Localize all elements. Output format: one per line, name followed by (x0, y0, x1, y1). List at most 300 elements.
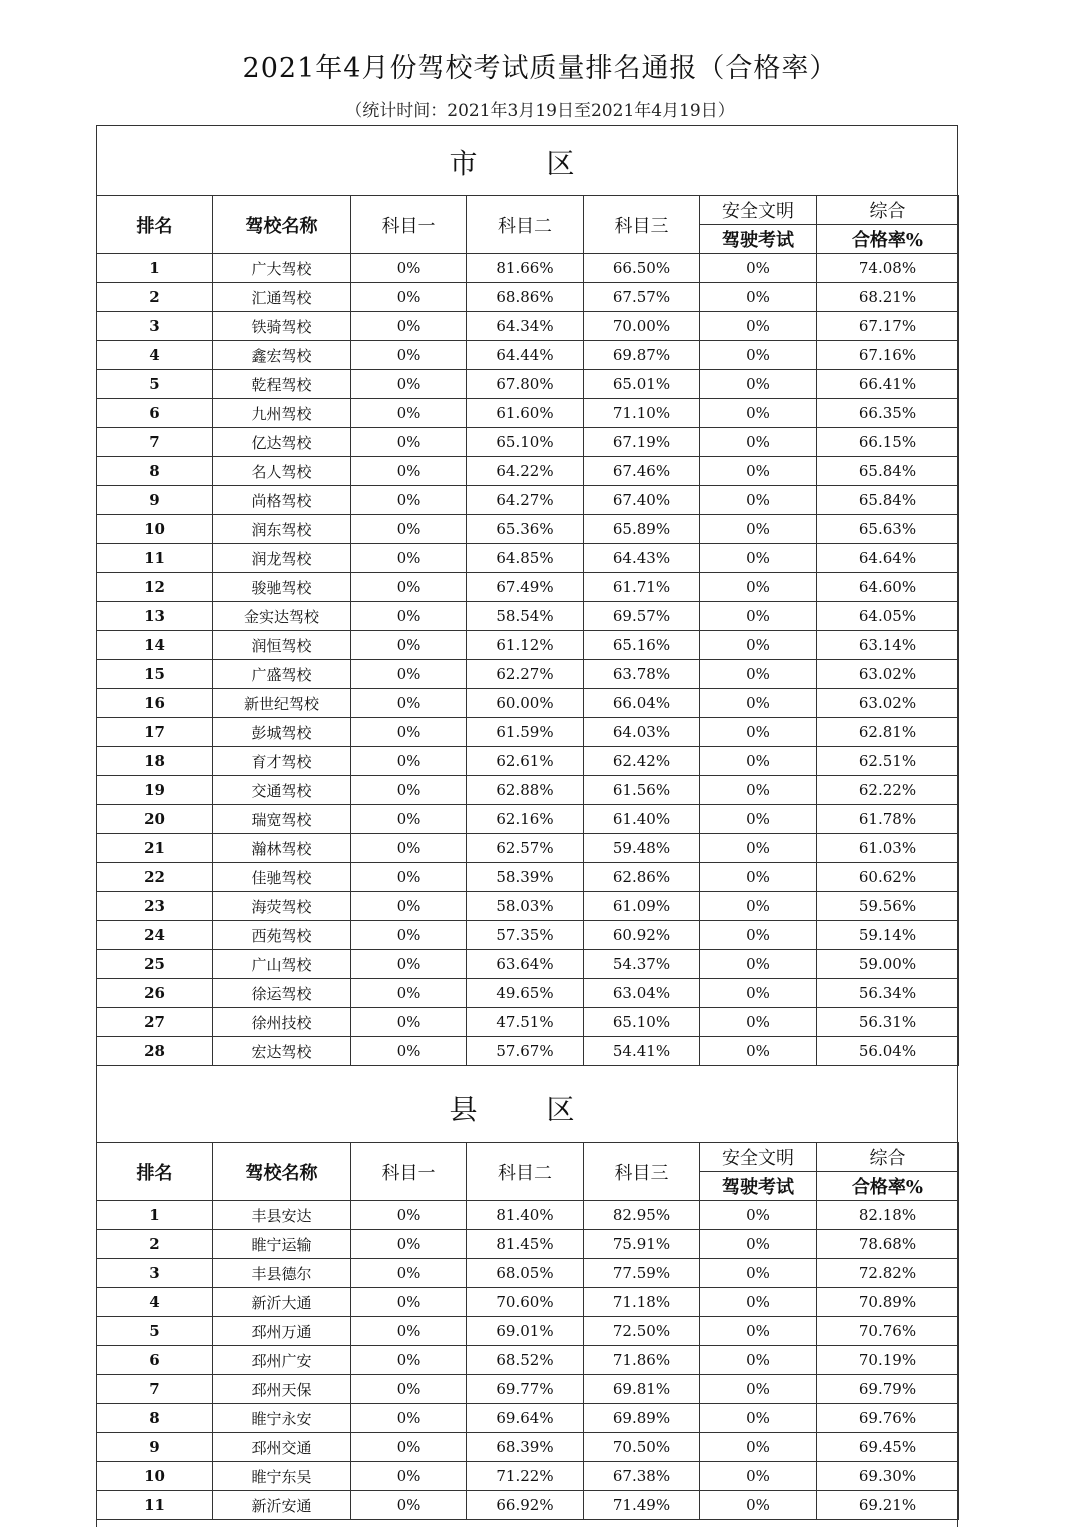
subject3-cell: 69.81% (584, 1375, 700, 1404)
subject2-cell: 63.64% (467, 950, 584, 979)
rank-cell: 21 (97, 834, 213, 863)
safety-exam-cell: 0% (700, 1201, 817, 1230)
subject2-cell: 64.34% (467, 312, 584, 341)
subject1-cell: 0% (351, 834, 467, 863)
header-school: 驾校名称 (213, 1143, 351, 1201)
header-safety-bottom: 驾驶考试 (700, 225, 817, 254)
rank-cell: 22 (97, 863, 213, 892)
safety-exam-cell: 0% (700, 718, 817, 747)
school-name-cell: 西苑驾校 (213, 921, 351, 950)
subject2-cell: 61.60% (467, 399, 584, 428)
overall-rate-cell: 62.22% (817, 776, 959, 805)
school-name-cell: 宏达驾校 (213, 1037, 351, 1066)
safety-exam-cell: 0% (700, 1259, 817, 1288)
school-name-cell: 佳驰驾校 (213, 863, 351, 892)
section-title-county: 县 区 (449, 1093, 605, 1126)
subject3-cell: 64.03% (584, 718, 700, 747)
subject3-cell: 67.40% (584, 486, 700, 515)
subject1-cell: 0% (351, 254, 467, 283)
subject2-cell: 58.03% (467, 892, 584, 921)
safety-exam-cell: 0% (700, 1375, 817, 1404)
table-row (97, 1201, 959, 1230)
overall-rate-cell: 60.62% (817, 863, 959, 892)
rank-cell: 9 (97, 486, 213, 515)
overall-rate-cell: 64.05% (817, 602, 959, 631)
safety-exam-cell: 0% (700, 921, 817, 950)
subject2-cell: 71.22% (467, 1462, 584, 1491)
subject2-cell: 62.88% (467, 776, 584, 805)
header-subject3: 科目三 (584, 196, 700, 254)
subject3-cell: 63.04% (584, 979, 700, 1008)
subject3-cell: 75.91% (584, 1230, 700, 1259)
school-name-cell: 徐运驾校 (213, 979, 351, 1008)
school-name-cell: 睢宁永安 (213, 1404, 351, 1433)
subject2-cell: 70.60% (467, 1288, 584, 1317)
subject3-cell: 66.50% (584, 254, 700, 283)
subject3-cell: 66.04% (584, 689, 700, 718)
subject2-cell: 57.67% (467, 1037, 584, 1066)
subject2-cell: 47.51% (467, 1008, 584, 1037)
rank-cell: 1 (97, 1201, 213, 1230)
safety-exam-cell: 0% (700, 312, 817, 341)
overall-rate-cell: 70.19% (817, 1346, 959, 1375)
table-row (97, 631, 959, 660)
table-row (97, 341, 959, 370)
safety-exam-cell: 0% (700, 1491, 817, 1520)
school-name-cell: 铁骑驾校 (213, 312, 351, 341)
subject1-cell: 0% (351, 660, 467, 689)
subject1-cell: 0% (351, 776, 467, 805)
safety-exam-cell: 0% (700, 689, 817, 718)
table-row (97, 283, 959, 312)
school-name-cell: 新沂安通 (213, 1491, 351, 1520)
school-name-cell: 广大驾校 (213, 254, 351, 283)
subject3-cell: 61.56% (584, 776, 700, 805)
table-row (97, 863, 959, 892)
subject3-cell: 54.41% (584, 1037, 700, 1066)
header-overall-bottom: 合格率% (817, 1172, 959, 1201)
subject3-cell: 65.10% (584, 1008, 700, 1037)
safety-exam-cell: 0% (700, 254, 817, 283)
subject2-cell: 62.61% (467, 747, 584, 776)
subject2-cell: 68.05% (467, 1259, 584, 1288)
subject1-cell: 0% (351, 515, 467, 544)
table-row (97, 1491, 959, 1520)
subject3-cell: 54.37% (584, 950, 700, 979)
subject3-cell: 59.48% (584, 834, 700, 863)
table-row (97, 718, 959, 747)
overall-rate-cell: 70.76% (817, 1317, 959, 1346)
school-name-cell: 睢宁运输 (213, 1230, 351, 1259)
overall-rate-cell: 78.68% (817, 1230, 959, 1259)
subject2-cell: 61.12% (467, 631, 584, 660)
subject2-cell: 67.80% (467, 370, 584, 399)
overall-rate-cell: 69.79% (817, 1375, 959, 1404)
section-title-city: 市 区 (449, 147, 605, 180)
subject3-cell: 67.57% (584, 283, 700, 312)
school-name-cell: 邳州交通 (213, 1433, 351, 1462)
overall-rate-cell: 62.81% (817, 718, 959, 747)
school-name-cell: 新沂大通 (213, 1288, 351, 1317)
rank-cell: 9 (97, 1433, 213, 1462)
subject1-cell: 0% (351, 341, 467, 370)
rank-cell: 6 (97, 399, 213, 428)
subject2-cell: 49.65% (467, 979, 584, 1008)
subject1-cell: 0% (351, 1491, 467, 1520)
safety-exam-cell: 0% (700, 602, 817, 631)
table-row (97, 1259, 959, 1288)
overall-rate-cell: 61.78% (817, 805, 959, 834)
school-name-cell: 睢宁东吴 (213, 1462, 351, 1491)
subject1-cell: 0% (351, 370, 467, 399)
subject2-cell: 62.27% (467, 660, 584, 689)
table-row (97, 312, 959, 341)
school-name-cell: 汇通驾校 (213, 283, 351, 312)
school-name-cell: 邳州广安 (213, 1346, 351, 1375)
subject3-cell: 77.59% (584, 1259, 700, 1288)
table-row (97, 1404, 959, 1433)
subject2-cell: 64.22% (467, 457, 584, 486)
header-rank: 排名 (97, 196, 213, 254)
overall-rate-cell: 56.34% (817, 979, 959, 1008)
overall-rate-cell: 66.15% (817, 428, 959, 457)
rank-cell: 16 (97, 689, 213, 718)
subject3-cell: 71.18% (584, 1288, 700, 1317)
subject2-cell: 69.77% (467, 1375, 584, 1404)
school-name-cell: 金实达驾校 (213, 602, 351, 631)
table-row (97, 1462, 959, 1491)
school-name-cell: 海荧驾校 (213, 892, 351, 921)
ranking-table-county (96, 1142, 959, 1520)
table-row (97, 1288, 959, 1317)
subject3-cell: 82.95% (584, 1201, 700, 1230)
subject2-cell: 69.64% (467, 1404, 584, 1433)
school-name-cell: 名人驾校 (213, 457, 351, 486)
school-name-cell: 润龙驾校 (213, 544, 351, 573)
safety-exam-cell: 0% (700, 1230, 817, 1259)
rank-cell: 1 (97, 254, 213, 283)
safety-exam-cell: 0% (700, 747, 817, 776)
rank-cell: 18 (97, 747, 213, 776)
table-row (97, 1375, 959, 1404)
subject3-cell: 60.92% (584, 921, 700, 950)
safety-exam-cell: 0% (700, 515, 817, 544)
subject3-cell: 67.38% (584, 1462, 700, 1491)
subject2-cell: 58.39% (467, 863, 584, 892)
subject2-cell: 62.16% (467, 805, 584, 834)
rank-cell: 24 (97, 921, 213, 950)
subject1-cell: 0% (351, 1230, 467, 1259)
overall-rate-cell: 68.21% (817, 283, 959, 312)
subject3-cell: 67.46% (584, 457, 700, 486)
safety-exam-cell: 0% (700, 573, 817, 602)
rank-cell: 15 (97, 660, 213, 689)
table-row (97, 428, 959, 457)
subject3-cell: 63.78% (584, 660, 700, 689)
school-name-cell: 新世纪驾校 (213, 689, 351, 718)
overall-rate-cell: 64.64% (817, 544, 959, 573)
overall-rate-cell: 69.21% (817, 1491, 959, 1520)
rank-cell: 14 (97, 631, 213, 660)
school-name-cell: 乾程驾校 (213, 370, 351, 399)
subject1-cell: 0% (351, 283, 467, 312)
subject1-cell: 0% (351, 805, 467, 834)
rank-cell: 7 (97, 1375, 213, 1404)
subject2-cell: 65.36% (467, 515, 584, 544)
school-name-cell: 交通驾校 (213, 776, 351, 805)
overall-rate-cell: 70.89% (817, 1288, 959, 1317)
rank-cell: 13 (97, 602, 213, 631)
table-row (97, 573, 959, 602)
safety-exam-cell: 0% (700, 341, 817, 370)
school-name-cell: 丰县德尔 (213, 1259, 351, 1288)
safety-exam-cell: 0% (700, 1288, 817, 1317)
subject2-cell: 67.49% (467, 573, 584, 602)
subject1-cell: 0% (351, 950, 467, 979)
overall-rate-cell: 69.76% (817, 1404, 959, 1433)
header-subject3: 科目三 (584, 1143, 700, 1201)
overall-rate-cell: 66.35% (817, 399, 959, 428)
table-row (97, 1037, 959, 1066)
subject1-cell: 0% (351, 1433, 467, 1462)
safety-exam-cell: 0% (700, 486, 817, 515)
subject2-cell: 60.00% (467, 689, 584, 718)
rank-cell: 2 (97, 1230, 213, 1259)
safety-exam-cell: 0% (700, 428, 817, 457)
header-subject2: 科目二 (467, 1143, 584, 1201)
subject1-cell: 0% (351, 1375, 467, 1404)
table-row (97, 486, 959, 515)
school-name-cell: 广山驾校 (213, 950, 351, 979)
safety-exam-cell: 0% (700, 631, 817, 660)
safety-exam-cell: 0% (700, 1433, 817, 1462)
subject3-cell: 71.49% (584, 1491, 700, 1520)
overall-rate-cell: 65.84% (817, 486, 959, 515)
overall-rate-cell: 63.14% (817, 631, 959, 660)
safety-exam-cell: 0% (700, 370, 817, 399)
table-row (97, 747, 959, 776)
overall-rate-cell: 59.14% (817, 921, 959, 950)
subject2-cell: 64.27% (467, 486, 584, 515)
safety-exam-cell: 0% (700, 1008, 817, 1037)
overall-rate-cell: 82.18% (817, 1201, 959, 1230)
rank-cell: 11 (97, 1491, 213, 1520)
rank-cell: 8 (97, 1404, 213, 1433)
subject1-cell: 0% (351, 602, 467, 631)
school-name-cell: 丰县安达 (213, 1201, 351, 1230)
header-overall-top: 综合 (817, 1143, 959, 1172)
subject3-cell: 69.89% (584, 1404, 700, 1433)
overall-rate-cell: 56.31% (817, 1008, 959, 1037)
subject3-cell: 64.43% (584, 544, 700, 573)
rank-cell: 27 (97, 1008, 213, 1037)
safety-exam-cell: 0% (700, 834, 817, 863)
school-name-cell: 育才驾校 (213, 747, 351, 776)
subject1-cell: 0% (351, 573, 467, 602)
school-name-cell: 骏驰驾校 (213, 573, 351, 602)
subject2-cell: 81.45% (467, 1230, 584, 1259)
table-row (97, 660, 959, 689)
table-body-city (97, 254, 959, 1066)
subject3-cell: 70.00% (584, 312, 700, 341)
safety-exam-cell: 0% (700, 457, 817, 486)
overall-rate-cell: 64.60% (817, 573, 959, 602)
safety-exam-cell: 0% (700, 399, 817, 428)
subject3-cell: 67.19% (584, 428, 700, 457)
header-subject1: 科目一 (351, 1143, 467, 1201)
subject1-cell: 0% (351, 544, 467, 573)
overall-rate-cell: 65.84% (817, 457, 959, 486)
overall-rate-cell: 61.03% (817, 834, 959, 863)
rank-cell: 19 (97, 776, 213, 805)
subject3-cell: 61.71% (584, 573, 700, 602)
school-name-cell: 徐州技校 (213, 1008, 351, 1037)
subject1-cell: 0% (351, 1201, 467, 1230)
subject3-cell: 62.86% (584, 863, 700, 892)
overall-rate-cell: 74.08% (817, 254, 959, 283)
safety-exam-cell: 0% (700, 544, 817, 573)
school-name-cell: 瀚林驾校 (213, 834, 351, 863)
header-school: 驾校名称 (213, 196, 351, 254)
table-row (97, 1346, 959, 1375)
rank-cell: 26 (97, 979, 213, 1008)
safety-exam-cell: 0% (700, 805, 817, 834)
rank-cell: 3 (97, 312, 213, 341)
subject2-cell: 62.57% (467, 834, 584, 863)
header-rank: 排名 (97, 1143, 213, 1201)
rank-cell: 28 (97, 1037, 213, 1066)
subject1-cell: 0% (351, 486, 467, 515)
subject3-cell: 61.09% (584, 892, 700, 921)
rank-cell: 7 (97, 428, 213, 457)
rank-cell: 10 (97, 515, 213, 544)
overall-rate-cell: 65.63% (817, 515, 959, 544)
subject1-cell: 0% (351, 1462, 467, 1491)
safety-exam-cell: 0% (700, 950, 817, 979)
overall-rate-cell: 63.02% (817, 689, 959, 718)
school-name-cell: 九州驾校 (213, 399, 351, 428)
safety-exam-cell: 0% (700, 1317, 817, 1346)
table-row (97, 544, 959, 573)
school-name-cell: 彭城驾校 (213, 718, 351, 747)
subject1-cell: 0% (351, 1404, 467, 1433)
subject2-cell: 68.39% (467, 1433, 584, 1462)
subject1-cell: 0% (351, 979, 467, 1008)
subject1-cell: 0% (351, 1346, 467, 1375)
subject2-cell: 64.44% (467, 341, 584, 370)
subject2-cell: 65.10% (467, 428, 584, 457)
rank-cell: 25 (97, 950, 213, 979)
overall-rate-cell: 62.51% (817, 747, 959, 776)
subject1-cell: 0% (351, 1288, 467, 1317)
table-row (97, 921, 959, 950)
overall-rate-cell: 66.41% (817, 370, 959, 399)
subject2-cell: 61.59% (467, 718, 584, 747)
subject3-cell: 65.16% (584, 631, 700, 660)
subject2-cell: 81.40% (467, 1201, 584, 1230)
safety-exam-cell: 0% (700, 979, 817, 1008)
header-subject1: 科目一 (351, 196, 467, 254)
school-name-cell: 润东驾校 (213, 515, 351, 544)
rank-cell: 3 (97, 1259, 213, 1288)
table-row (97, 370, 959, 399)
rank-cell: 8 (97, 457, 213, 486)
ranking-table-city (96, 195, 959, 1066)
subject1-cell: 0% (351, 747, 467, 776)
rank-cell: 2 (97, 283, 213, 312)
rank-cell: 11 (97, 544, 213, 573)
table-row (97, 1433, 959, 1462)
safety-exam-cell: 0% (700, 863, 817, 892)
rank-cell: 23 (97, 892, 213, 921)
table-row (97, 834, 959, 863)
subject3-cell: 61.40% (584, 805, 700, 834)
header-safety-top: 安全文明 (700, 196, 817, 225)
safety-exam-cell: 0% (700, 892, 817, 921)
safety-exam-cell: 0% (700, 660, 817, 689)
safety-exam-cell: 0% (700, 1404, 817, 1433)
subject2-cell: 81.66% (467, 254, 584, 283)
subject1-cell: 0% (351, 1317, 467, 1346)
header-safety-top: 安全文明 (700, 1143, 817, 1172)
table-row (97, 254, 959, 283)
subject2-cell: 58.54% (467, 602, 584, 631)
rank-cell: 6 (97, 1346, 213, 1375)
school-name-cell: 润恒驾校 (213, 631, 351, 660)
table-row (97, 399, 959, 428)
subject1-cell: 0% (351, 312, 467, 341)
safety-exam-cell: 0% (700, 1346, 817, 1375)
subject1-cell: 0% (351, 1037, 467, 1066)
overall-rate-cell: 56.04% (817, 1037, 959, 1066)
subject3-cell: 69.87% (584, 341, 700, 370)
table-row (97, 457, 959, 486)
subject1-cell: 0% (351, 892, 467, 921)
header-overall-bottom: 合格率% (817, 225, 959, 254)
overall-rate-cell: 69.30% (817, 1462, 959, 1491)
subject1-cell: 0% (351, 718, 467, 747)
table-row (97, 1317, 959, 1346)
overall-rate-cell: 69.45% (817, 1433, 959, 1462)
page-subtitle: （统计时间：2021年3月19日至2021年4月19日） (345, 101, 735, 121)
school-name-cell: 鑫宏驾校 (213, 341, 351, 370)
school-name-cell: 广盛驾校 (213, 660, 351, 689)
rank-cell: 5 (97, 370, 213, 399)
subject2-cell: 68.52% (467, 1346, 584, 1375)
table-row (97, 515, 959, 544)
rank-cell: 12 (97, 573, 213, 602)
subject2-cell: 66.92% (467, 1491, 584, 1520)
overall-rate-cell: 59.56% (817, 892, 959, 921)
safety-exam-cell: 0% (700, 776, 817, 805)
subject3-cell: 69.57% (584, 602, 700, 631)
subject1-cell: 0% (351, 399, 467, 428)
table-body-county (97, 1201, 959, 1520)
subject3-cell: 70.50% (584, 1433, 700, 1462)
subject1-cell: 0% (351, 1259, 467, 1288)
safety-exam-cell: 0% (700, 1037, 817, 1066)
overall-rate-cell: 72.82% (817, 1259, 959, 1288)
table-row (97, 602, 959, 631)
page-title: 2021年4月份驾校考试质量排名通报（合格率） (242, 53, 838, 84)
header-subject2: 科目二 (467, 196, 584, 254)
subject3-cell: 71.10% (584, 399, 700, 428)
subject2-cell: 69.01% (467, 1317, 584, 1346)
header-safety-bottom: 驾驶考试 (700, 1172, 817, 1201)
subject1-cell: 0% (351, 428, 467, 457)
safety-exam-cell: 0% (700, 1462, 817, 1491)
table-row (97, 979, 959, 1008)
